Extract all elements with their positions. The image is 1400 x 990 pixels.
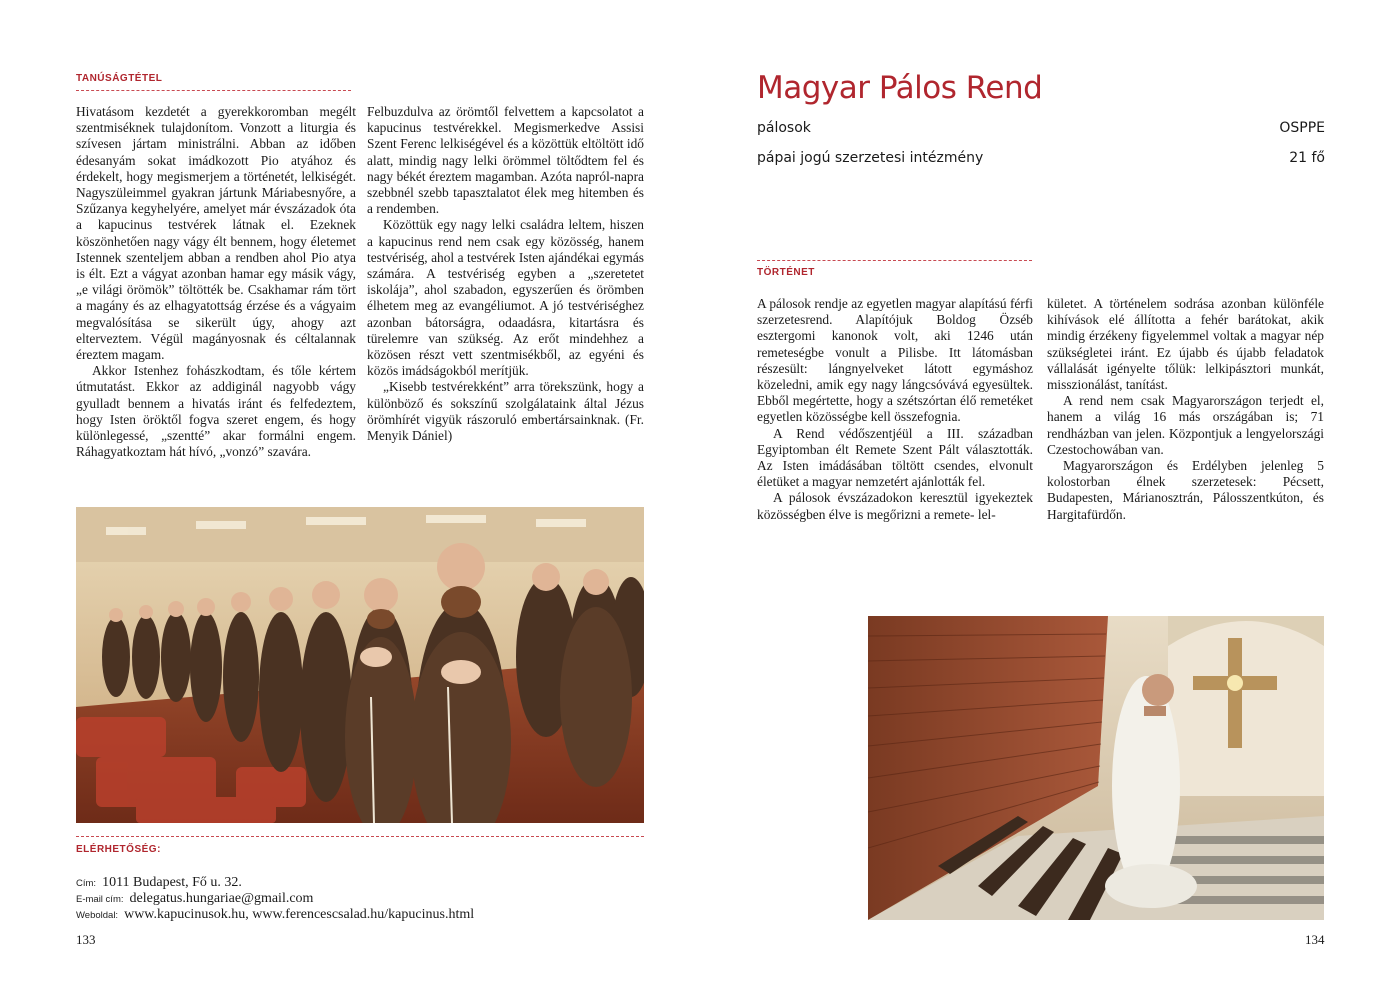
contact-address <box>76 875 242 891</box>
section-divider <box>76 836 644 837</box>
contact-web <box>76 907 474 923</box>
paragraph: „Kisebb testvérekként” arra törekszünk, hogy a különböző és sokszínű szolgálataink által Jézus örömhírét vigyük rászoruló embertársainknak. (Fr. Menyik Dániel) <box>367 379 644 444</box>
section-divider <box>76 90 351 91</box>
text-column-1 <box>76 104 356 460</box>
order-type: pápai jogú szerzetesi intézmény <box>757 150 984 166</box>
address-label: Cím: <box>76 878 97 889</box>
text-column-1 <box>757 296 1033 523</box>
section-label-history: TÖRTÉNET <box>757 267 815 278</box>
order-abbreviation: OSPPE <box>1279 120 1325 136</box>
contact-email <box>76 891 313 907</box>
paragraph: Akkor Istenhez fohászkodtam, és tőle kértem útmutatást. Ekkor az addiginál nagyobb vágy gyulladt bennem a hivatás iránt és felfedeztem, hogy Isten öröktől fogva szeret engem, és hogy különlegessé, „szentté” akar formálni engem. Ráhagyatkoztam hát hívó, „vonzó” szavára. <box>76 363 356 460</box>
page-title: Magyar Pálos Rend <box>757 70 1043 106</box>
web-link[interactable]: www.kapucinusok.hu, www.ferencescsalad.hu/kapucinus.html <box>124 907 475 922</box>
email-label: E-mail cím: <box>76 894 124 905</box>
address-value: 1011 Budapest, Fő u. 32. <box>102 875 242 890</box>
paragraph: Közöttük egy nagy lelki családra leltem, hiszen a kapucinus rend nem csak egy közösség, hanem testvériség, ahol a testvérek Isten ajándékai egymás számára. A testvériség egyben a „szeretetet iskolája”, ahol szabadon, egyszerűen és örömben élhetem meg az evangéliumot. A jó testvériséghez azonban bátorságra, odaadásra, kitartásra és türelemre van szükség. Az erőt mindehhez a közösen részt vett szentmisékből, az egyéni és közös imádságokból merítjük. <box>367 217 644 379</box>
web-label: Weboldal: <box>76 910 119 921</box>
section-label-contact: ELÉRHETŐSÉG: <box>76 844 161 855</box>
section-divider <box>757 260 1032 261</box>
praying-monk-photo <box>868 616 1324 920</box>
paragraph: Magyarországon és Erdélyben jelenleg 5 kolostorban élnek szerzetesek: Pécsett, Budapesten, Márianosztrán, Pálosszentkúton, és Hargitafürdőn. <box>1047 458 1324 522</box>
order-short-name: pálosok <box>757 120 811 136</box>
paragraph: A rend nem csak Magyarországon terjedt el, hanem a világ 16 más országában is; 71 rendházban van jelen. Központjuk a lengyelországi Czestochowában van. <box>1047 393 1324 457</box>
text-column-2 <box>1047 296 1324 523</box>
email-link[interactable]: delegatus.hungariae@gmail.com <box>129 891 314 906</box>
info-row-name <box>757 120 1325 136</box>
paragraph: Felbuzdulva az örömtől felvettem a kapcsolatot a kapucinus testvérekkel. Megismerkedve Assisi Szent Ferenc lelkiségével és a közöttük eltöltött idő alatt, mindig nagy lelki örömmel töltődtem fel és nagy békét éreztem magamban. Azóta napról-napra szebbnél szebb tapasztalatot élek meg hitemben és a rendemben. <box>367 104 644 217</box>
page-number-left: 133 <box>76 932 96 947</box>
text-column-2 <box>367 104 644 444</box>
friars-assembly-photo <box>76 507 644 823</box>
info-row-type <box>757 150 1325 166</box>
page-number-right: 134 <box>1305 932 1325 947</box>
paragraph: kületet. A történelem sodrása azonban különféle kihívások elé állította a fehér barátokat, akik mindig érzékeny figyelemmel voltak a magyar nép szükségletei iránt. Ez újabb és újabb feladatok vállalását igényelte tőlük: lelkipásztori munkát, misszionálást, tanítást. <box>1047 296 1324 393</box>
paragraph: A Rend védőszentjéül a III. században Egyiptomban élt Remete Szent Pált választották. Az Isten imádásában töltött csendes, elvonult életüket a magyar nemzetért ajánlották fel. <box>757 425 1033 490</box>
section-label-testimony: TANÚSÁGTÉTEL <box>76 73 163 84</box>
member-count: 21 fő <box>1289 150 1325 166</box>
right-page <box>700 0 1400 990</box>
paragraph: A pálosok rendje az egyetlen magyar alapítású férfi szerzetesrend. Alapítójuk Boldog Özséb esztergomi kanonok volt, aki 1246 után remeteségbe vonult a Pilisbe. Itt látomásban részesült: lángnyelveket látott egymáshoz közeledni, amik egy nagy lángcsóvává egyesültek. Ebből megértette, hogy a szétszórtan élő remetéket egyetlen közösségbe kell összefognia. <box>757 296 1033 425</box>
paragraph: Hivatásom kezdetét a gyerekkoromban megélt szentmiséknek tulajdonítom. Vonzott a liturgia és szívesen jártam ministrálni. Abban az időben édesanyám sokat imádkozott Pio atyához és érdekelt, hogy megismerjem a történetét, lelkiségét. Nagyszüleimmel gyakran jártunk Máriabesnyőre, a Szűzanya kegyhelyére, amelyet már évszázadok óta a kapucinus testvérek látnak el. Ezeknek köszönhetően nagy vágy élt bennem, hogy életemet Istennek szenteljem abban a rendben ahol Pio atya is élt. Ezt a vágyat azonban hamar egy másik vágy, „e világi örömök” töltötték be. Csakhamar rám tört a magány és az elhagyatottság érzése és a vágyaim megvalósítása se sikerült úgy, ahogy azt elterveztem. Végül magányosnak és céltalannak éreztem magam. <box>76 104 356 363</box>
paragraph: A pálosok évszázadokon keresztül igyekeztek közösségben élve is megőrizni a remete- lel- <box>757 490 1033 522</box>
